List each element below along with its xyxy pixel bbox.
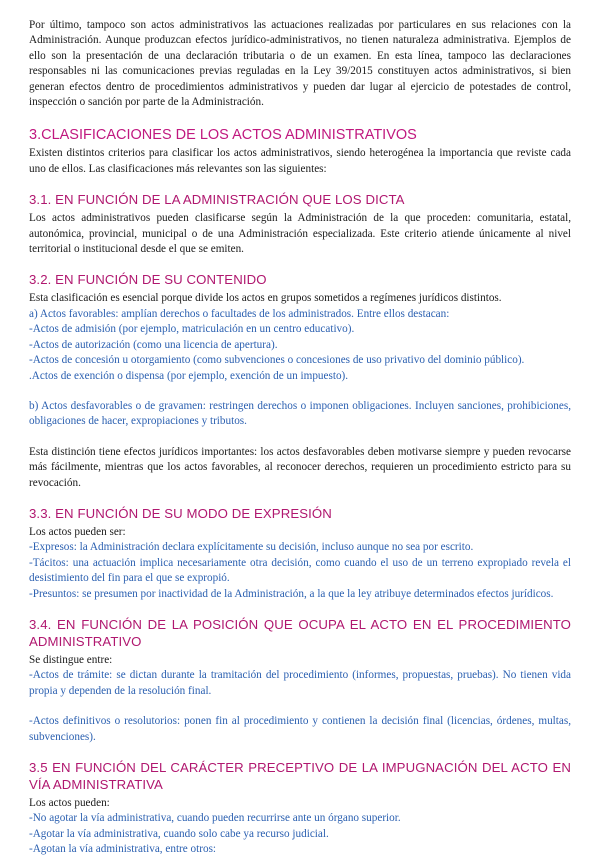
section-3-2-heading: 3.2. EN FUNCIÓN DE SU CONTENIDO [29, 272, 267, 288]
list-item: -Presuntos: se presumen por inactividad de la Administración, a la que la ley atribuye determinados efectos jurídicos. [29, 587, 554, 600]
list-item: -Expresos: la Administración declara explícitamente su decisión, incluso aunque no sea por escrito. [29, 541, 474, 554]
section-3-2-closing: Esta distinción tiene efectos jurídicos importantes: los actos desfavorables deben motivarse siempre y pueden revocarse más fácilmente, mientras que los actos favorables, al reconocer derechos, requieren un procedimiento estricto para su revocación. [29, 445, 571, 489]
favorable-acts-text: a) Actos favorables: amplían derechos o facultades de los administrados. Entre ellos destacan: [29, 307, 450, 320]
section-3-3-heading: 3.3. EN FUNCIÓN DE SU MODO DE EXPRESIÓN [29, 505, 332, 521]
section-3-3-intro: Los actos pueden ser: [29, 525, 126, 538]
section-3-1-heading: 3.1. EN FUNCIÓN DE LA ADMINISTRACIÓN QUE LOS DICTA [29, 192, 405, 208]
definitive-acts-text: -Actos definitivos o resolutorios: ponen fin al procedimiento y contienen la decisión final (licencias, órdenes, multas, subvenciones). [29, 715, 571, 743]
intro-paragraph: Por último, tampoco son actos administrativos las actuaciones realizadas por particulares en sus relaciones con la Administración. Aunque produzcan efectos jurídico-administrativos, no tienen naturaleza administrativa. Ejemplos de ello son la presentación de una declaración tributaria o de un examen. En esta línea, tampoco las declaraciones responsables ni las comunicaciones previas reguladas en la Ley 39/2015 constituyen actos administrativos, si bien generan efectos dentro de procedimientos administrativos y pueden dar lugar al ejercicio de potestades de control, inspección o sanción por parte de la Administración. [29, 19, 571, 109]
document-page [29, 18, 571, 858]
list-item: -Agotan la vía administrativa, entre otros: [29, 843, 217, 856]
unfavorable-acts-text: b) Actos desfavorables o de gravamen: restringen derechos o imponen obligaciones. Incluyen sanciones, prohibiciones, obligaciones de hacer, expropiaciones y tributos. [29, 399, 571, 428]
section-3-heading: 3.CLASIFICACIONES DE LOS ACTOS ADMINISTRATIVOS [29, 127, 417, 144]
section-3-1-text: Los actos administrativos pueden clasificarse según la Administración de la que proceden: comunitaria, estatal, autonómica, provincial, municipal o de una Administración especializada. Este criterio atiende únicamente al nivel territorial o institucional desde el que se emiten. [29, 212, 571, 256]
list-item: -Agotar la vía administrativa, cuando solo cabe ya recurso judicial. [29, 827, 329, 840]
section-3-2-intro: Esta clasificación es esencial porque divide los actos en grupos sometidos a regímenes jurídicos distintos. [29, 292, 502, 305]
section-3-4-intro: Se distingue entre: [29, 653, 113, 666]
list-item: -Tácitos: una actuación implica necesariamente otra decisión, como cuando el uso de un terreno expropiado revela el desistimiento del fin para el que se expropió. [29, 556, 571, 585]
section-3-5-heading: 3.5 EN FUNCIÓN DEL CARÁCTER PRECEPTIVO DE LA IMPUGNACIÓN DEL ACTO EN VÍA ADMINISTRATIVA [29, 760, 571, 792]
section-3-4-heading: 3.4. EN FUNCIÓN DE LA POSICIÓN QUE OCUPA EL ACTO EN EL PROCEDIMIENTO ADMINISTRATIVO [29, 616, 571, 649]
list-item: -Actos de concesión u otorgamiento (como subvenciones o concesiones de uso privativo del dominio público). [29, 354, 525, 367]
section-3-5-intro: Los actos pueden: [29, 797, 110, 809]
section-3-text: Existen distintos criterios para clasificar los actos administrativos, siendo heterogénea la importancia que reviste cada uno de ellos. Las clasificaciones más relevantes son las siguientes: [29, 147, 571, 175]
list-item: .Actos de exención o dispensa (por ejemplo, exención de un impuesto). [29, 369, 349, 382]
list-item: -No agotar la vía administrativa, cuando pueden recurrirse ante un órgano superior. [29, 812, 401, 825]
list-item: -Actos de admisión (por ejemplo, matriculación en un centro educativo). [29, 323, 355, 336]
procedural-acts-text: -Actos de trámite: se dictan durante la tramitación del procedimiento (informes, propuestas, pruebas). No tienen vida propia y dependen de la resolución final. [29, 669, 571, 697]
list-item: -Actos de autorización (como una licencia de apertura). [29, 338, 278, 351]
